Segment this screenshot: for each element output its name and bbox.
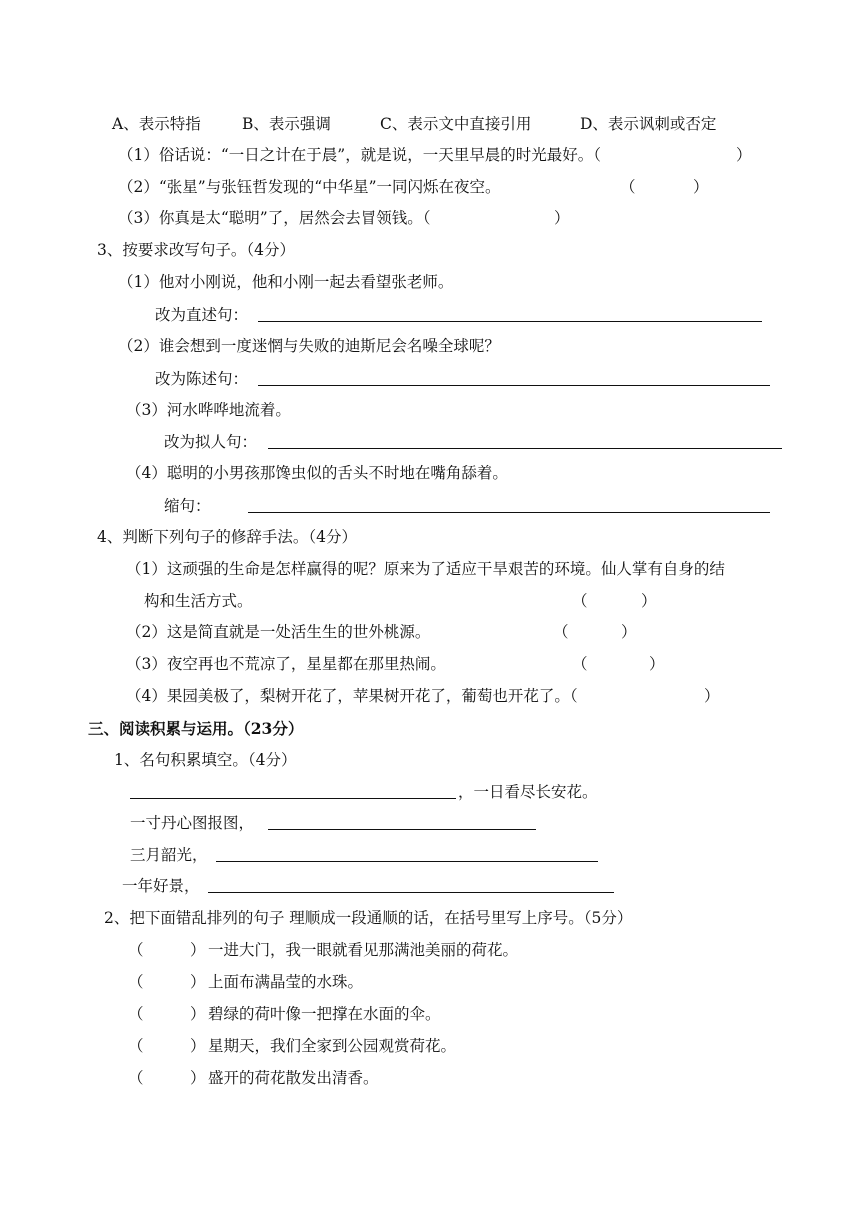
quote-item-2: （2）“张星”与张钰哲发现的“中华星”一同闪烁在夜空。	[118, 178, 501, 196]
answer-paren-close: ）	[693, 178, 709, 196]
question-4-title: 4、判断下列句子的修辞手法。（4分）	[97, 528, 357, 546]
option-d: D、表示讽刺或否定	[580, 115, 717, 133]
rewrite-prompt-2: 改为陈述句：	[155, 370, 249, 388]
answer-paren-open: （	[553, 623, 569, 641]
answer-paren-close: ）	[554, 209, 570, 227]
order-paren-open: （	[128, 941, 144, 959]
order-paren-close: ）	[190, 1069, 206, 1087]
question-3-2-title: 2、把下面错乱排列的句子 理顺成一段通顺的话，在括号里写上序号。（5分）	[104, 909, 633, 927]
answer-line[interactable]	[258, 385, 770, 386]
rhetoric-item-3: （3）夜空再也不荒凉了，星星都在那里热闹。	[126, 655, 446, 673]
rewrite-item-2: （2）谁会想到一度迷惘与失败的迪斯尼会名噪全球呢？	[118, 337, 500, 355]
order-sentence-1: 一进大门，我一眼就看见那满池美丽的荷花。	[208, 941, 519, 959]
rewrite-item-4: （4）聪明的小男孩那馋虫似的舌头不时地在嘴角舔着。	[126, 464, 508, 482]
question-3-title: 3、按要求改写句子。（4分）	[97, 241, 295, 259]
quote-item-1: （1）俗话说：“一日之计在于晨”，就是说，一天里早晨的时光最好。（	[118, 146, 601, 164]
answer-line[interactable]	[248, 512, 770, 513]
rhetoric-item-1-cont: 构和生活方式。	[144, 592, 253, 610]
answer-paren-open: （	[620, 178, 636, 196]
answer-paren-close: ）	[641, 592, 657, 610]
answer-line[interactable]	[216, 861, 598, 862]
answer-line[interactable]	[130, 798, 456, 799]
rewrite-item-1: （1）他对小刚说，他和小刚一起去看望张老师。	[118, 273, 454, 291]
option-c: C、表示文中直接引用	[380, 115, 532, 133]
section-3-title: 三、阅读积累与运用。（23分）	[88, 719, 304, 738]
answer-paren-close: ）	[704, 687, 720, 705]
answer-paren-open: （	[572, 592, 588, 610]
order-sentence-5: 盛开的荷花散发出清香。	[208, 1069, 379, 1087]
answer-paren-open: （	[572, 655, 588, 673]
verse-3-before: 三月韶光，	[130, 846, 208, 864]
order-paren-close: ）	[190, 1005, 206, 1023]
answer-line[interactable]	[268, 829, 536, 830]
verse-1-after: ，一日看尽长安花。	[458, 783, 598, 801]
quote-item-3: （3）你真是太“聪明”了，居然会去冒领钱。（	[118, 209, 431, 227]
answer-line[interactable]	[268, 448, 782, 449]
option-b: B、表示强调	[242, 115, 331, 133]
rewrite-prompt-4: 缩句：	[164, 497, 211, 515]
answer-paren-close: ）	[621, 623, 637, 641]
order-paren-close: ）	[190, 973, 206, 991]
order-paren-open: （	[128, 1069, 144, 1087]
answer-line[interactable]	[258, 321, 762, 322]
answer-line[interactable]	[208, 892, 614, 893]
rewrite-prompt-1: 改为直述句：	[155, 306, 249, 324]
order-paren-open: （	[128, 1005, 144, 1023]
order-sentence-4: 星期天，我们全家到公园观赏荷花。	[208, 1037, 457, 1055]
order-paren-close: ）	[190, 1037, 206, 1055]
rewrite-prompt-3: 改为拟人句：	[164, 433, 258, 451]
answer-paren-close: ）	[736, 146, 752, 164]
option-a: A、表示特指	[112, 115, 201, 133]
order-sentence-2: 上面布满晶莹的水珠。	[208, 973, 364, 991]
rhetoric-item-2: （2）这是简直就是一处活生生的世外桃源。	[126, 623, 431, 641]
answer-paren-close: ）	[649, 655, 665, 673]
order-sentence-3: 碧绿的荷叶像一把撑在水面的伞。	[208, 1005, 441, 1023]
verse-4-before: 一年好景，	[122, 877, 200, 895]
rhetoric-item-4: （4）果园美极了，梨树开花了，苹果树开花了，葡萄也开花了。（	[126, 687, 578, 705]
order-paren-close: ）	[190, 941, 206, 959]
verse-2-before: 一寸丹心图报图，	[130, 814, 255, 832]
rhetoric-item-1: （1）这顽强的生命是怎样赢得的呢？原来为了适应干旱艰苦的环境。仙人掌有自身的结	[126, 560, 725, 578]
question-3-1-title: 1、名句积累填空。（4分）	[114, 751, 297, 769]
order-paren-open: （	[128, 973, 144, 991]
rewrite-item-3: （3）河水哗哗地流着。	[126, 401, 291, 419]
order-paren-open: （	[128, 1037, 144, 1055]
